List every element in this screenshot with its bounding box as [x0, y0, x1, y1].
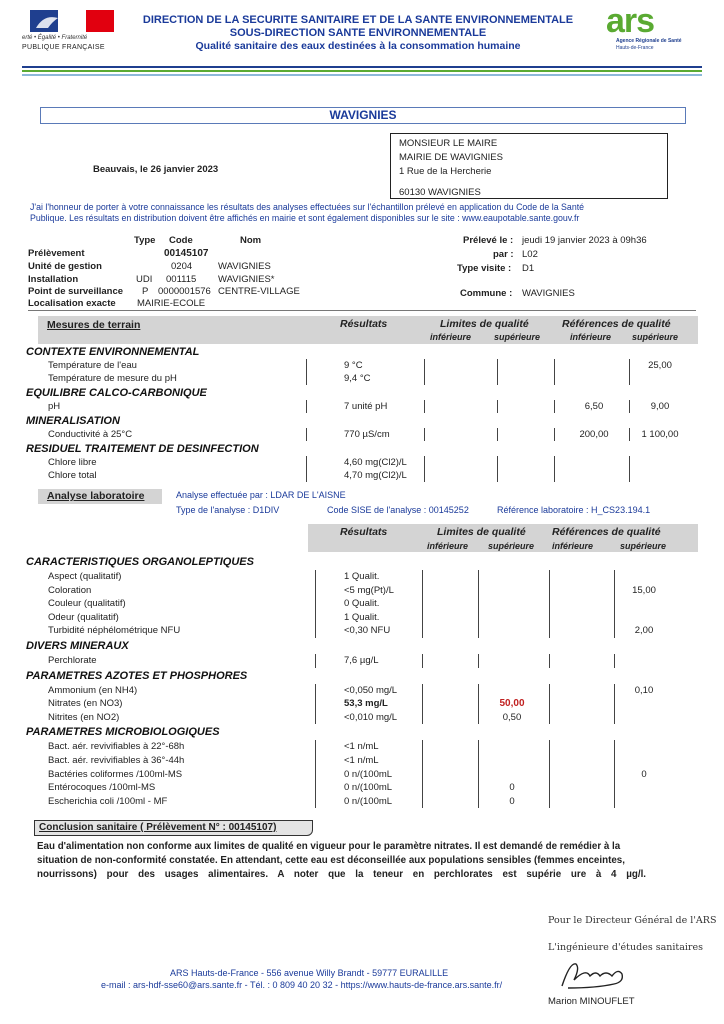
- param-label: Chlore total: [48, 470, 97, 481]
- column-rule: [422, 570, 423, 584]
- column-rule: [629, 469, 630, 482]
- column-rule: [478, 684, 479, 698]
- point-code: 0000001576: [158, 286, 211, 297]
- terrain-heading: Mesures de terrain: [47, 319, 141, 331]
- column-rule: [478, 697, 479, 711]
- param-label: Nitrites (en NO2): [48, 711, 120, 723]
- column-rule: [315, 795, 316, 809]
- column-rule: [315, 768, 316, 782]
- param-value: <1 n/mL: [344, 755, 379, 766]
- column-rule: [614, 754, 615, 768]
- info-col-type: Type: [134, 235, 156, 246]
- column-rule: [614, 624, 615, 638]
- column-rule: [478, 654, 479, 668]
- column-rule: [315, 584, 316, 598]
- param-label: Turbidité néphélométrique NFU: [48, 625, 181, 637]
- column-rule: [478, 795, 479, 809]
- prelevement-label: Prélèvement: [28, 248, 85, 259]
- param-value: 0 n/(100mL: [344, 768, 393, 780]
- labo-col-ref-sup: supérieure: [620, 541, 667, 551]
- installation-nom: WAVIGNIES*: [218, 274, 275, 285]
- param-value: 9 °C: [344, 360, 363, 371]
- column-rule: [497, 400, 498, 413]
- column-rule: [478, 754, 479, 768]
- param-value: 9,4 °C: [344, 373, 371, 384]
- column-rule: [422, 697, 423, 711]
- address-line2: MAIRIE DE WAVIGNIES: [399, 152, 503, 163]
- header-title-qualite: Qualité sanitaire des eaux destinées à la consommation humaine: [195, 40, 521, 52]
- param-lim-sup: 0: [509, 795, 515, 807]
- param-value: 7 unité pH: [344, 401, 388, 412]
- labo-col-references: Références de qualité: [552, 526, 661, 538]
- column-rule: [629, 400, 630, 413]
- rf-motto: erté • Égalité • Fraternité: [22, 35, 88, 41]
- address-box: [390, 133, 668, 199]
- param-value: 770 µS/cm: [344, 429, 390, 440]
- param-label: Chlore libre: [48, 457, 97, 468]
- param-value: 1 Qualit.: [344, 571, 380, 582]
- param-ref-sup: 9,00: [650, 401, 670, 412]
- column-rule: [424, 372, 425, 385]
- column-rule: [614, 570, 615, 584]
- column-rule: [422, 624, 423, 638]
- column-rule: [629, 372, 630, 385]
- column-rule: [549, 740, 550, 754]
- column-rule: [315, 570, 316, 584]
- labo-heading: Analyse laboratoire: [47, 490, 145, 502]
- param-label: Nitrates (en NO3): [48, 698, 123, 710]
- installation-type: UDI: [136, 274, 153, 285]
- column-rule: [306, 372, 307, 385]
- column-rule: [422, 584, 423, 598]
- param-label: Température de l'eau: [48, 360, 137, 371]
- column-rule: [424, 428, 425, 441]
- param-label: Odeur (qualitatif): [48, 611, 119, 623]
- signature-line1: Pour le Directeur Général de l'ARS: [548, 915, 717, 926]
- conclusion-heading-box: [34, 820, 313, 836]
- column-rule: [614, 768, 615, 782]
- column-rule: [306, 469, 307, 482]
- preleve-value: jeudi 19 janvier 2023 à 09h36: [522, 235, 647, 246]
- ars-logo: [604, 2, 704, 58]
- point-label: Point de surveillance: [28, 286, 124, 297]
- column-rule: [422, 768, 423, 782]
- column-rule: [497, 359, 498, 372]
- param-value: 0 n/(100mL: [344, 795, 393, 807]
- column-rule: [424, 359, 425, 372]
- section-title-divers-mineraux: DIVERS MINERAUX: [26, 640, 129, 652]
- section-title-mineralisation: MINERALISATION: [26, 415, 120, 427]
- labo-type-analyse: Type de l'analyse : D1DIV: [176, 505, 280, 515]
- column-rule: [478, 584, 479, 598]
- column-rule: [315, 740, 316, 754]
- footer-line1: ARS Hauts-de-France - 556 avenue Willy Brandt - 59777 EURALILLE: [170, 968, 449, 978]
- column-rule: [497, 372, 498, 385]
- column-rule: [614, 584, 615, 598]
- conclusion-heading: Conclusion sanitaire ( Prélèvement N° : 00145107): [39, 822, 277, 833]
- type-visite-label: Type visite :: [457, 263, 512, 274]
- column-rule: [549, 754, 550, 768]
- column-rule: [554, 359, 555, 372]
- terrain-col-lim-sup: supérieure: [494, 332, 541, 342]
- place-date: Beauvais, le 26 janvier 2023: [93, 164, 219, 175]
- column-rule: [315, 597, 316, 611]
- header-title-sous-direction: SOUS-DIRECTION SANTE ENVIRONNEMENTALE: [229, 27, 487, 39]
- section-title-caracteristiques-organoleptiques: CARACTERISTIQUES ORGANOLEPTIQUES: [26, 556, 254, 568]
- ars-logo-text: ars: [606, 2, 655, 40]
- param-value: 0 n/(100mL: [344, 782, 393, 794]
- column-rule: [315, 754, 316, 768]
- column-rule: [478, 781, 479, 795]
- column-rule: [549, 570, 550, 584]
- column-rule: [306, 400, 307, 413]
- param-ref-sup: 25,00: [648, 360, 672, 371]
- column-rule: [315, 654, 316, 668]
- address-line3: 1 Rue de la Hercherie: [399, 166, 492, 177]
- param-label: Perchlorate: [48, 655, 97, 666]
- address-line4: 60130 WAVIGNIES: [399, 187, 481, 198]
- param-value: 53,3 mg/L: [344, 698, 388, 710]
- column-rule: [549, 597, 550, 611]
- header-divider: [22, 66, 702, 78]
- info-col-code: Code: [169, 235, 193, 246]
- column-rule: [306, 359, 307, 372]
- column-rule: [306, 428, 307, 441]
- terrain-col-lim-inf: inférieure: [430, 332, 472, 342]
- param-ref-sup: 0: [641, 768, 647, 780]
- param-label: Température de mesure du pH: [48, 373, 177, 384]
- column-rule: [424, 400, 425, 413]
- param-label: Conductivité à 25°C: [48, 429, 133, 440]
- param-label: Bact. aér. revivifiables à 22°-68h: [48, 741, 185, 753]
- section-title-contexte-environnemental: CONTEXTE ENVIRONNEMENTAL: [26, 346, 200, 358]
- column-rule: [549, 654, 550, 668]
- column-rule: [478, 624, 479, 638]
- column-rule: [422, 795, 423, 809]
- labo-col-resultats: Résultats: [340, 526, 388, 538]
- column-rule: [554, 372, 555, 385]
- param-value: 1 Qualit.: [344, 611, 380, 623]
- column-rule: [629, 456, 630, 469]
- column-rule: [315, 711, 316, 725]
- address-line1: MONSIEUR LE MAIRE: [399, 138, 498, 149]
- param-lim-sup: 0: [509, 782, 515, 794]
- column-rule: [554, 456, 555, 469]
- column-rule: [315, 611, 316, 625]
- param-lim-sup: 0,50: [502, 711, 522, 723]
- point-type: P: [142, 286, 149, 297]
- footer-line2: e-mail : ars-hdf-sse60@ars.sante.fr - Tél. : 0 809 40 20 32 - https://www.hauts-de-france.ars.sante.fr/: [101, 980, 503, 990]
- terrain-col-ref-inf: inférieure: [570, 332, 612, 342]
- info-col-nom: Nom: [240, 235, 262, 246]
- column-rule: [478, 768, 479, 782]
- labo-col-limites: Limites de qualité: [437, 526, 526, 538]
- param-ref-sup: 0,10: [634, 684, 654, 696]
- param-value: 4,60 mg(Cl2)/L: [344, 457, 407, 468]
- conclusion-line3: nourrissons) pour des usages alimentaires. A noter que la teneur en perchlorates est supérie ure à 4 µg/l.: [37, 869, 647, 880]
- preleve-label: Prélevé le :: [463, 235, 514, 246]
- type-visite-value: D1: [522, 263, 535, 274]
- column-rule: [497, 469, 498, 482]
- column-rule: [422, 781, 423, 795]
- labo-ref-labo: Référence laboratoire : H_CS23.194.1: [497, 505, 651, 515]
- conclusion-line1: Eau d'alimentation non conforme aux limites de qualité en vigueur pour le paramètre nitrates. Il est demandé de remédier à la: [37, 841, 621, 852]
- column-rule: [478, 597, 479, 611]
- param-ref-inf: 6,50: [584, 401, 604, 412]
- column-rule: [315, 684, 316, 698]
- column-rule: [315, 781, 316, 795]
- column-rule: [614, 611, 615, 625]
- param-label: Couleur (qualitatif): [48, 598, 126, 610]
- column-rule: [614, 740, 615, 754]
- column-rule: [422, 597, 423, 611]
- column-rule: [614, 781, 615, 795]
- column-rule: [315, 624, 316, 638]
- unite-label: Unité de gestion: [28, 261, 102, 272]
- column-rule: [614, 684, 615, 698]
- section-title-equilibre-calco-carbonique: EQUILIBRE CALCO-CARBONIQUE: [26, 387, 207, 399]
- column-rule: [422, 611, 423, 625]
- param-label: Escherichia coli /100ml - MF: [48, 795, 168, 807]
- column-rule: [422, 711, 423, 725]
- labo-col-lim-inf: inférieure: [427, 541, 469, 551]
- column-rule: [478, 570, 479, 584]
- rf-name: PUBLIQUE FRANÇAISE: [22, 44, 105, 51]
- column-rule: [478, 740, 479, 754]
- unite-code: 0204: [171, 261, 193, 272]
- column-rule: [422, 654, 423, 668]
- ars-logo-sub2: Hauts-de-France: [616, 45, 654, 51]
- column-rule: [549, 795, 550, 809]
- intro-line1: J'ai l'honneur de porter à votre connaissance les résultats des analyses effectuées sur l'échantillon prélevé en application du Code de la Santé: [30, 202, 585, 212]
- column-rule: [549, 584, 550, 598]
- labo-col-lim-sup: supérieure: [488, 541, 535, 551]
- column-rule: [549, 697, 550, 711]
- section-title-parametres-azotes-et-phosphores: PARAMETRES AZOTES ET PHOSPHORES: [26, 669, 248, 682]
- param-value: <5 mg(Pt)/L: [344, 584, 394, 596]
- header-title-direction: DIRECTION DE LA SECURITE SANITAIRE ET DE LA SANTE ENVIRONNEMENTALE: [142, 14, 574, 26]
- param-ref-sup: 15,00: [632, 584, 656, 596]
- column-rule: [549, 711, 550, 725]
- param-value: 4,70 mg(Cl2)/L: [344, 470, 407, 481]
- commune-value: WAVIGNIES: [522, 288, 575, 299]
- column-rule: [614, 654, 615, 668]
- param-label: Ammonium (en NH4): [48, 684, 138, 696]
- marianne-flag-icon: [22, 10, 114, 32]
- installation-code: 001115: [166, 274, 197, 285]
- column-rule: [614, 711, 615, 725]
- labo-code-sise: Code SISE de l'analyse : 00145252: [327, 505, 469, 515]
- unite-nom: WAVIGNIES: [218, 261, 271, 272]
- param-label: Bactéries coliformes /100ml-MS: [48, 768, 183, 780]
- commune-title: WAVIGNIES: [329, 108, 397, 122]
- param-label: pH: [48, 401, 61, 412]
- column-rule: [554, 469, 555, 482]
- column-rule: [478, 711, 479, 725]
- par-label: par :: [493, 249, 514, 260]
- param-label: Bact. aér. revivifiables à 36°-44h: [48, 755, 185, 766]
- installation-label: Installation: [28, 274, 79, 285]
- terrain-col-limites: Limites de qualité: [440, 318, 529, 330]
- column-rule: [614, 597, 615, 611]
- intro-line2: Publique. Les résultats en distribution doivent être affichés en mairie et sont également disponibles sur le site : www.eaupotable.sante.gouv.fr: [30, 213, 580, 223]
- column-rule: [614, 795, 615, 809]
- column-rule: [549, 781, 550, 795]
- column-rule: [478, 611, 479, 625]
- column-rule: [315, 697, 316, 711]
- param-value: <1 n/mL: [344, 741, 379, 753]
- column-rule: [614, 697, 615, 711]
- signature-name: Marion MINOUFLET: [548, 996, 635, 1007]
- commune-label: Commune :: [460, 288, 513, 299]
- terrain-col-resultats: Résultats: [340, 318, 388, 330]
- terrain-col-ref-sup: supérieure: [632, 332, 679, 342]
- param-lim-sup: 50,00: [499, 698, 525, 710]
- header-titles: [118, 14, 598, 53]
- param-value: <0,010 mg/L: [344, 711, 398, 723]
- param-ref-sup: 1 100,00: [641, 429, 679, 440]
- param-ref-inf: 200,00: [579, 429, 609, 440]
- section-title-parametres-microbiologiques: PARAMETRES MICROBIOLOGIQUES: [26, 726, 220, 739]
- column-rule: [306, 456, 307, 469]
- param-value: 0 Qualit.: [344, 598, 380, 610]
- column-rule: [422, 754, 423, 768]
- par-value: L02: [522, 249, 538, 260]
- param-ref-sup: 2,00: [634, 625, 654, 637]
- param-label: Coloration: [48, 584, 92, 596]
- column-rule: [424, 469, 425, 482]
- column-rule: [549, 768, 550, 782]
- terrain-col-references: Références de qualité: [562, 318, 671, 330]
- point-nom: CENTRE-VILLAGE: [218, 286, 300, 297]
- column-rule: [549, 684, 550, 698]
- signature-line2: L'ingénieure d'études sanitaires: [548, 942, 703, 953]
- column-rule: [422, 740, 423, 754]
- column-rule: [554, 400, 555, 413]
- column-rule: [549, 611, 550, 625]
- column-rule: [424, 456, 425, 469]
- localisation-label: Localisation exacte: [28, 298, 116, 309]
- labo-col-ref-inf: inférieure: [552, 541, 594, 551]
- labo-effectuee: Analyse effectuée par : LDAR DE L'AISNE: [176, 490, 346, 500]
- param-label: Aspect (qualitatif): [48, 571, 122, 582]
- localisation-value: MAIRIE-ECOLE: [137, 298, 206, 309]
- prelevement-code: 00145107: [164, 248, 209, 259]
- column-rule: [629, 428, 630, 441]
- ars-logo-sub1: Agence Régionale de Santé: [616, 38, 682, 44]
- column-rule: [497, 456, 498, 469]
- param-value: <0,30 NFU: [344, 625, 391, 637]
- param-label: Entérocoques /100ml-MS: [48, 782, 156, 794]
- handwritten-signature: [556, 958, 636, 992]
- column-rule: [629, 359, 630, 372]
- section-title-residuel-traitement-de-desinfection: RESIDUEL TRAITEMENT DE DESINFECTION: [26, 443, 259, 455]
- param-value: <0,050 mg/L: [344, 684, 398, 696]
- commune-title-box: [40, 107, 686, 124]
- column-rule: [422, 684, 423, 698]
- info-divider: [28, 310, 696, 311]
- param-value: 7,6 µg/L: [344, 655, 379, 666]
- column-rule: [549, 624, 550, 638]
- column-rule: [497, 428, 498, 441]
- conclusion-line2: situation de non-conformité constatée. En attendant, cette eau est déconseillée aux populations sensibles (femmes enceintes,: [37, 855, 625, 866]
- republique-francaise-logo: [22, 10, 114, 54]
- column-rule: [554, 428, 555, 441]
